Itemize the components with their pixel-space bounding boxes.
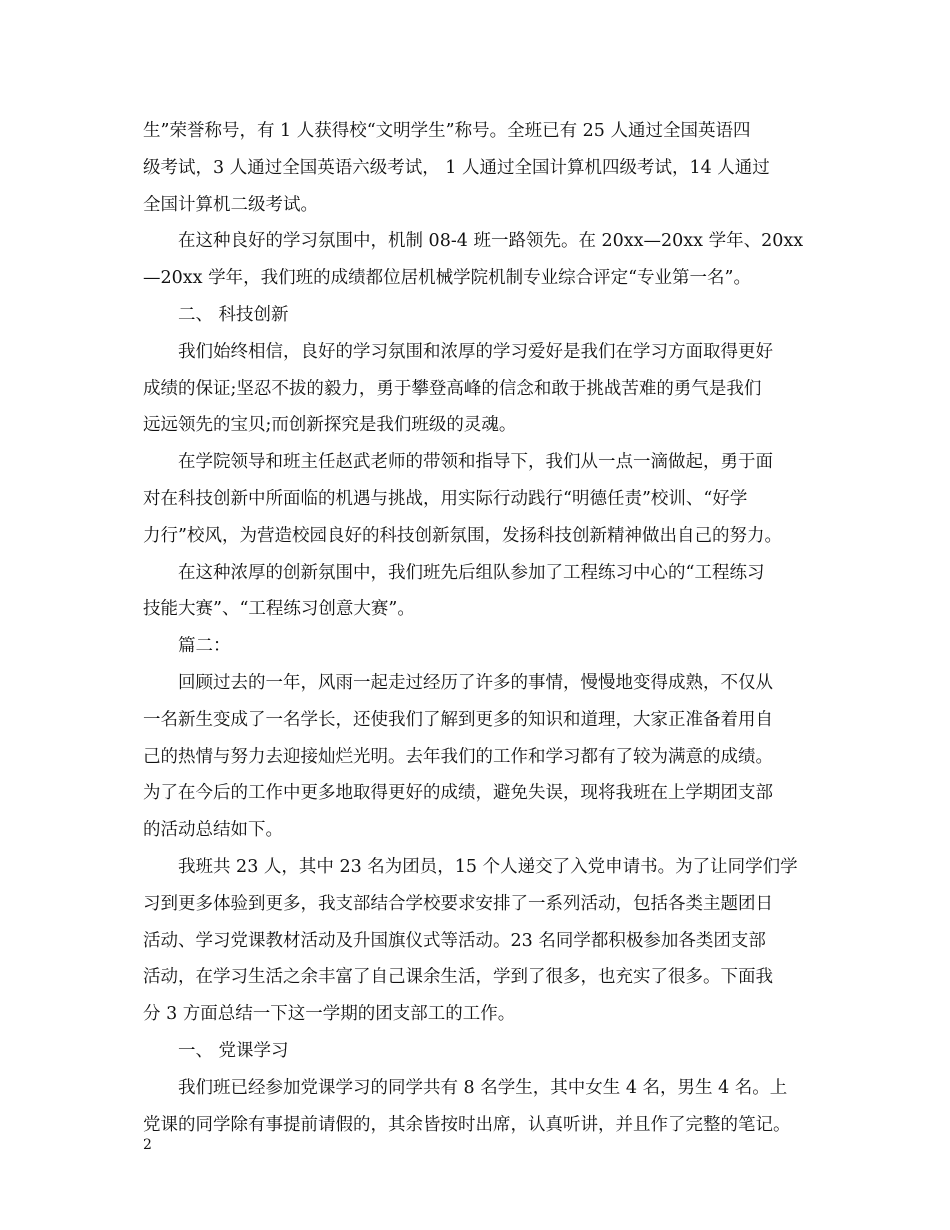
text-line: 技能大赛”、“工程练习创意大赛”。 [143, 599, 415, 620]
text-line: 党课的同学除有事提前请假的，其余皆按时出席，认真听讲，并且作了完整的笔记。 [143, 1114, 791, 1135]
text-line: 在学院领导和班主任赵武老师的带领和指导下，我们从一点一滴做起，勇于面 [143, 452, 773, 473]
text-line: 我们班已经参加党课学习的同学共有 8 名学生，其中女生 4 名，男生 4 名。上 [143, 1077, 788, 1098]
text-line: 在这种良好的学习氛围中，机制 08-4 班一路领先。在 20xx—20xx 学年、20xx [143, 231, 804, 252]
text-line: 对在科技创新中所面临的机遇与挑战，用实际行动践行“明德任责”校训、“好学 [143, 488, 748, 509]
text-line: 的活动总结如下。 [143, 820, 283, 841]
page-number: 2 [143, 1137, 152, 1153]
text-line: 生”荣誉称号，有 1 人获得校“文明学生”称号。全班已有 25 人通过全国英语四 [143, 121, 751, 141]
text-line: 远远领先的宝贝;而创新探究是我们班级的灵魂。 [143, 415, 517, 436]
text-line: 习到更多体验到更多，我支部结合学校要求安排了一系列活动，包括各类主题团日 [143, 893, 773, 914]
text-line: 我们始终相信，良好的学习氛围和浓厚的学习爱好是我们在学习方面取得更好 [143, 341, 773, 362]
text-line: 全国计算机二级考试。 [143, 194, 318, 215]
text-line: 回顾过去的一年，风雨一起走过经历了许多的事情，慢慢地变得成熟，不仅从 [143, 672, 773, 693]
text-line: 在这种浓厚的创新氛围中，我们班先后组队参加了工程练习中心的“工程练习 [143, 562, 765, 583]
text-line: —20xx 学年，我们班的成绩都位居机械学院机制专业综合评定“专业第一名”。 [143, 268, 751, 289]
text-line: 活动、学习党课教材活动及升国旗仪式等活动。23 名同学都积极参加各类团支部 [143, 930, 766, 951]
section-heading: 一、 党课学习 [143, 1040, 289, 1061]
text-line: 一名新生变成了一名学长，还使我们了解到更多的知识和道理，大家正准备着用自 [143, 709, 773, 730]
text-line: 分 3 方面总结一下这一学期的团支部工的工作。 [143, 1004, 516, 1025]
text-line: 己的热情与努力去迎接灿烂光明。去年我们的工作和学习都有了较为满意的成绩。 [143, 746, 773, 767]
text-line: 力行”校风，为营造校园良好的科技创新氛围，发扬科技创新精神做出自己的努力。 [143, 525, 782, 546]
text-line: 级考试，3 人通过全国英语六级考试， 1 人通过全国计算机四级考试，14 人通过 [143, 157, 770, 178]
section-heading: 二、 科技创新 [143, 304, 289, 325]
document-body [143, 113, 823, 1143]
text-line: 成绩的保证;坚忍不拔的毅力，勇于攀登高峰的信念和敢于挑战苦难的勇气是我们 [143, 378, 762, 399]
text-line: 我班共 23 人，其中 23 名为团员，15 个人递交了入党申请书。为了让同学们学 [143, 856, 798, 877]
text-line: 为了在今后的工作中更多地取得更好的成绩，避免失误，现将我班在上学期团支部 [143, 783, 773, 804]
section-heading: 篇二： [143, 636, 231, 657]
text-line: 活动，在学习生活之余丰富了自己课余生活，学到了很多，也充实了很多。下面我 [143, 967, 773, 988]
